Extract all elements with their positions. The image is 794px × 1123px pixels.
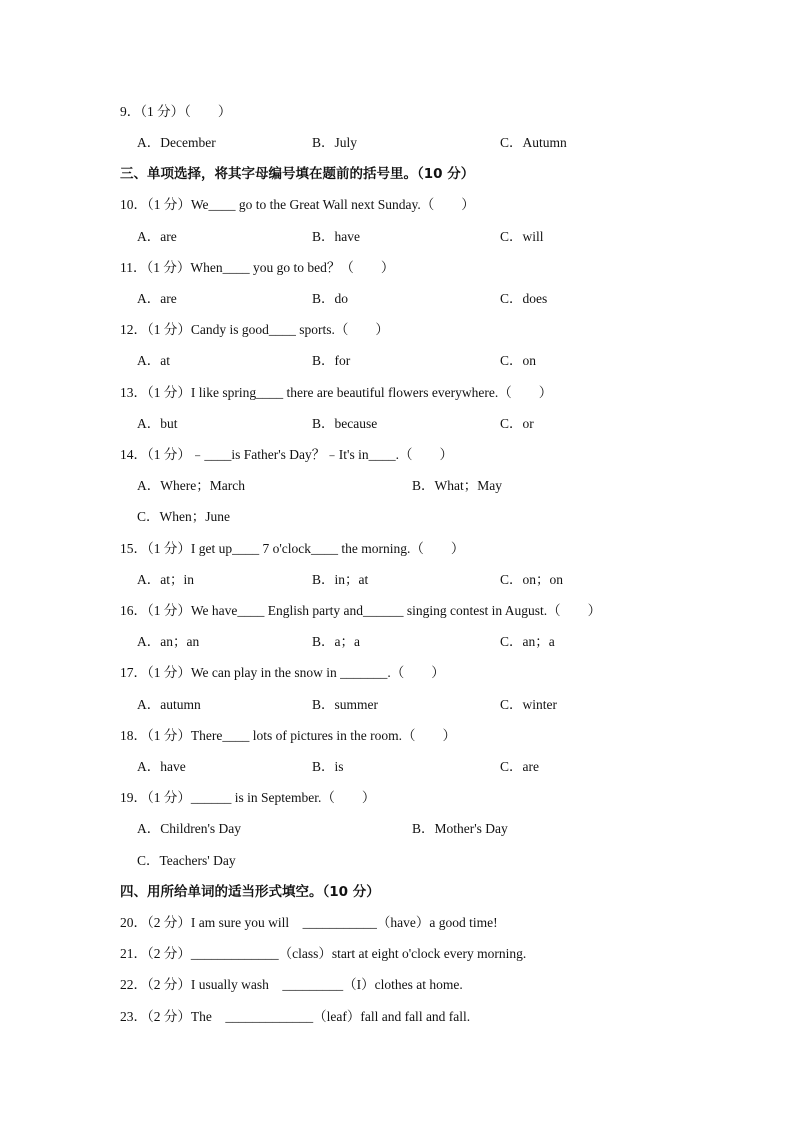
option-b: B．What；May	[412, 478, 502, 493]
option-b: B．summer	[312, 697, 378, 712]
option-a: A．at	[137, 353, 170, 368]
option-a: A．but	[137, 416, 178, 431]
option-a: A．Where；March	[137, 478, 245, 493]
option-b: B．because	[312, 416, 378, 431]
option-c: C．on；on	[500, 572, 564, 587]
option-c: C．Autumn	[500, 135, 567, 150]
question-stem: 17．（1 分）We can play in the snow in _______.（ ）	[120, 665, 445, 680]
option-c: C．winter	[500, 697, 557, 712]
option-b: B．Mother's Day	[412, 821, 508, 836]
question-stem: 10．（1 分）We____ go to the Great Wall next Sunday.（ ）	[120, 197, 475, 212]
question-stem: 11．（1 分）When____ you go to bed？（ ）	[120, 260, 395, 275]
question-22: 22．（2 分）I usually wash _________（I）clothes at home.	[120, 977, 463, 992]
question-stem: 15．（1 分）I get up____ 7 o'clock____ the morning.（ ）	[120, 541, 465, 556]
section-heading-3: 三、单项选择，将其字母编号填在题前的括号里。（10 分）	[120, 166, 475, 182]
option-a: A．December	[137, 135, 216, 150]
option-a: A．autumn	[137, 697, 201, 712]
option-b: B．for	[312, 353, 351, 368]
option-c: C．or	[500, 416, 534, 431]
question-stem: 18．（1 分）There____ lots of pictures in the room.（ ）	[120, 728, 456, 743]
option-a: A．Children's Day	[137, 821, 242, 836]
option-c: C．When；June	[137, 509, 230, 524]
option-c: C．does	[500, 291, 548, 306]
option-a: A．an；an	[137, 634, 200, 649]
option-c: C．on	[500, 353, 537, 368]
option-b: B．have	[312, 229, 360, 244]
option-c: C．an；a	[500, 634, 555, 649]
option-a: A．at；in	[137, 572, 194, 587]
option-a: A．have	[137, 759, 186, 774]
question-stem: 16．（1 分）We have____ English party and______ singing contest in August.（ ）	[120, 603, 602, 618]
option-a: A．are	[137, 229, 177, 244]
question-stem: 9．（1 分）（ ）	[120, 104, 232, 119]
option-b: B．July	[312, 135, 358, 150]
option-c: C．are	[500, 759, 539, 774]
question-stem: 12．（1 分）Candy is good____ sports.（ ）	[120, 322, 389, 337]
option-a: A．are	[137, 291, 177, 306]
option-b: B．in；at	[312, 572, 369, 587]
question-23: 23．（2 分）The _____________（leaf）fall and fall and fall.	[120, 1009, 471, 1024]
section-heading-4: 四、用所给单词的适当形式填空。（10 分）	[120, 884, 380, 900]
option-c: C．Teachers' Day	[137, 853, 236, 868]
question-stem: 13．（1 分）I like spring____ there are beautiful flowers everywhere.（ ）	[120, 385, 553, 400]
option-b: B．do	[312, 291, 349, 306]
option-b: B．is	[312, 759, 344, 774]
question-stem: 14．（1 分）﹣____is Father's Day？﹣It's in____.（ ）	[120, 447, 453, 462]
question-21: 21．（2 分）_____________（class）start at eight o'clock every morning.	[120, 946, 527, 961]
question-20: 20．（2 分）I am sure you will ___________（have）a good time!	[120, 915, 498, 930]
question-stem: 19．（1 分）______ is in September.（ ）	[120, 790, 376, 805]
option-b: B．a；a	[312, 634, 360, 649]
option-c: C．will	[500, 229, 544, 244]
